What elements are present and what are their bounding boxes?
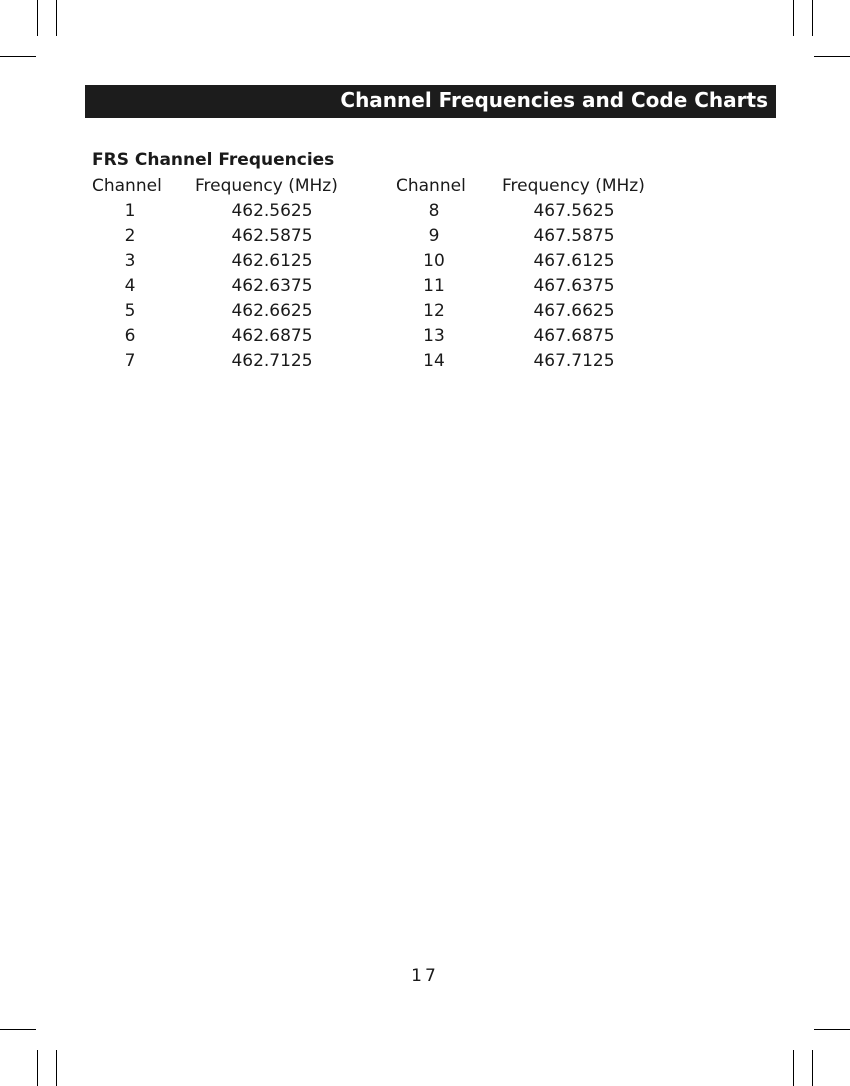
right-row-1-channel: 8 [428, 201, 440, 221]
crop-mark-top-left-horizontal [0, 56, 36, 57]
left-row-4-frequency: 462.6375 [231, 276, 313, 296]
crop-mark-bottom-right-vertical-outer [812, 1050, 813, 1086]
right-row-1-frequency: 467.5625 [533, 201, 615, 221]
left-row-6-channel: 6 [124, 326, 136, 346]
right-row-4-frequency: 467.6375 [533, 276, 615, 296]
crop-mark-top-right-vertical-outer [812, 0, 813, 36]
crop-mark-top-left-vertical [56, 0, 57, 36]
crop-mark-bottom-left-vertical [56, 1050, 57, 1086]
left-row-2-frequency: 462.5875 [231, 226, 313, 246]
crop-mark-top-right-horizontal [814, 56, 850, 57]
right-row-7-channel: 14 [423, 351, 445, 371]
left-row-3-frequency: 462.6125 [231, 251, 313, 271]
right-row-5-channel: 12 [423, 301, 445, 321]
left-row-2-channel: 2 [124, 226, 136, 246]
column-header-channel-left: Channel [92, 176, 162, 196]
column-header-channel-right: Channel [396, 176, 466, 196]
right-row-3-channel: 10 [423, 251, 445, 271]
right-row-6-channel: 13 [423, 326, 445, 346]
left-row-7-frequency: 462.7125 [231, 351, 313, 371]
crop-mark-bottom-left-horizontal [0, 1029, 36, 1030]
left-row-4-channel: 4 [124, 276, 136, 296]
left-row-5-frequency: 462.6625 [231, 301, 313, 321]
right-row-5-frequency: 467.6625 [533, 301, 615, 321]
page-number: 17 [411, 966, 439, 986]
column-header-frequency-right: Frequency (MHz) [502, 176, 645, 196]
crop-mark-bottom-right-horizontal [814, 1029, 850, 1030]
right-row-7-frequency: 467.7125 [533, 351, 615, 371]
right-row-3-frequency: 467.6125 [533, 251, 615, 271]
crop-mark-bottom-left-vertical-outer [37, 1050, 38, 1086]
left-row-5-channel: 5 [124, 301, 136, 321]
crop-mark-bottom-right-vertical [793, 1050, 794, 1086]
right-row-4-channel: 11 [423, 276, 445, 296]
page-title-bar [85, 85, 776, 118]
section-heading: FRS Channel Frequencies [92, 150, 335, 170]
crop-mark-top-right-vertical [793, 0, 794, 36]
left-row-1-channel: 1 [124, 201, 136, 221]
left-row-7-channel: 7 [124, 351, 136, 371]
column-header-frequency-left: Frequency (MHz) [195, 176, 338, 196]
right-row-2-frequency: 467.5875 [533, 226, 615, 246]
crop-mark-top-left-vertical-outer [37, 0, 38, 36]
left-row-6-frequency: 462.6875 [231, 326, 313, 346]
page-title: Channel Frequencies and Code Charts [340, 88, 768, 112]
left-row-3-channel: 3 [124, 251, 136, 271]
left-row-1-frequency: 462.5625 [231, 201, 313, 221]
right-row-6-frequency: 467.6875 [533, 326, 615, 346]
right-row-2-channel: 9 [428, 226, 440, 246]
